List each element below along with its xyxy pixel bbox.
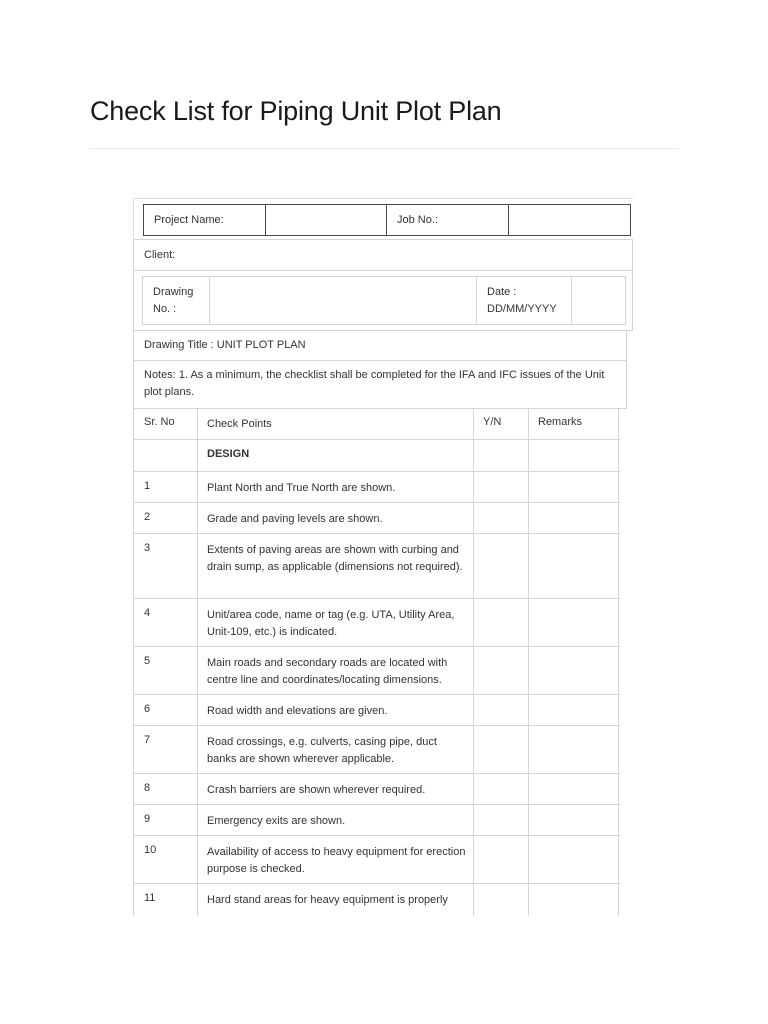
drawing-title: Drawing Title : UNIT PLOT PLAN: [144, 339, 306, 351]
drawing-no-value-cell: [209, 276, 477, 325]
client-row: [133, 239, 633, 271]
column-header-yn: Y/N: [483, 416, 502, 428]
title-divider: [90, 148, 678, 149]
table-row: [134, 836, 620, 884]
row-number: 10: [144, 844, 157, 856]
project-name-value-cell: [265, 204, 387, 236]
project-name-label: Project Name:: [154, 214, 224, 226]
drawing-title-row: [133, 330, 627, 361]
check-point: Emergency exits are shown.: [207, 815, 346, 827]
check-point: Grade and paving levels are shown.: [207, 513, 383, 525]
check-point: Road crossings, e.g. culverts, casing pipe, duct banks are shown wherever applicable.: [207, 736, 437, 765]
notes-text: Notes: 1. As a minimum, the checklist shall be completed for the IFA and IFC issues of the Unit plot plans.: [144, 369, 605, 398]
table-row: [134, 534, 620, 599]
checklist-table: [133, 408, 619, 916]
table-row: [134, 599, 620, 647]
row-number: 2: [144, 511, 151, 523]
row-number: 6: [144, 703, 151, 715]
drawing-no-label-cell: [142, 276, 210, 325]
date-label: Date : DD/MM/YYYY: [487, 286, 557, 315]
row-number: 1: [144, 480, 151, 492]
job-no-label: Job No.:: [397, 214, 438, 226]
date-label-cell: [476, 276, 572, 325]
table-row: [134, 805, 620, 836]
project-name-label-cell: [143, 204, 266, 236]
job-no-label-cell: [386, 204, 509, 236]
table-row: [134, 472, 620, 503]
check-point: Hard stand areas for heavy equipment is properly: [207, 894, 448, 906]
job-no-value-cell: [508, 204, 631, 236]
table-row: [134, 695, 620, 726]
row-number: 7: [144, 734, 151, 746]
check-point: Availability of access to heavy equipment for erection purpose is checked.: [207, 846, 466, 875]
row-number: 11: [144, 892, 156, 904]
table-header-row: [134, 409, 620, 440]
date-value-cell: [571, 276, 626, 325]
client-label: Client:: [144, 249, 176, 261]
table-row: [134, 884, 620, 916]
row-number: 9: [144, 813, 151, 825]
check-point: Plant North and True North are shown.: [207, 482, 396, 494]
column-header-check-points: Check Points: [207, 418, 272, 430]
page-title: Check List for Piping Unit Plot Plan: [90, 96, 502, 126]
notes-row: [133, 360, 627, 409]
column-header-sr-no: Sr. No: [144, 416, 175, 428]
check-point: Crash barriers are shown wherever required.: [207, 784, 426, 796]
table-row: [134, 774, 620, 805]
table-row: [134, 647, 620, 695]
drawing-no-label: Drawing No. :: [153, 286, 194, 315]
row-number: 5: [144, 655, 151, 667]
check-point: Road width and elevations are given.: [207, 705, 388, 717]
check-point: Unit/area code, name or tag (e.g. UTA, Utility Area, Unit-109, etc.) is indicated.: [207, 609, 455, 638]
checklist-document: [133, 198, 635, 916]
section-row: [134, 440, 620, 472]
column-header-remarks: Remarks: [538, 416, 583, 428]
check-point: Main roads and secondary roads are located with centre line and coordinates/locating dimensions.: [207, 657, 448, 686]
row-number: 4: [144, 607, 151, 619]
row-number: 3: [144, 542, 151, 554]
section-heading: DESIGN: [207, 448, 250, 460]
row-number: 8: [144, 782, 151, 794]
table-row: [134, 726, 620, 774]
table-row: [134, 503, 620, 534]
check-point: Extents of paving areas are shown with curbing and drain sump, as applicable (dimensions not required).: [207, 544, 463, 573]
